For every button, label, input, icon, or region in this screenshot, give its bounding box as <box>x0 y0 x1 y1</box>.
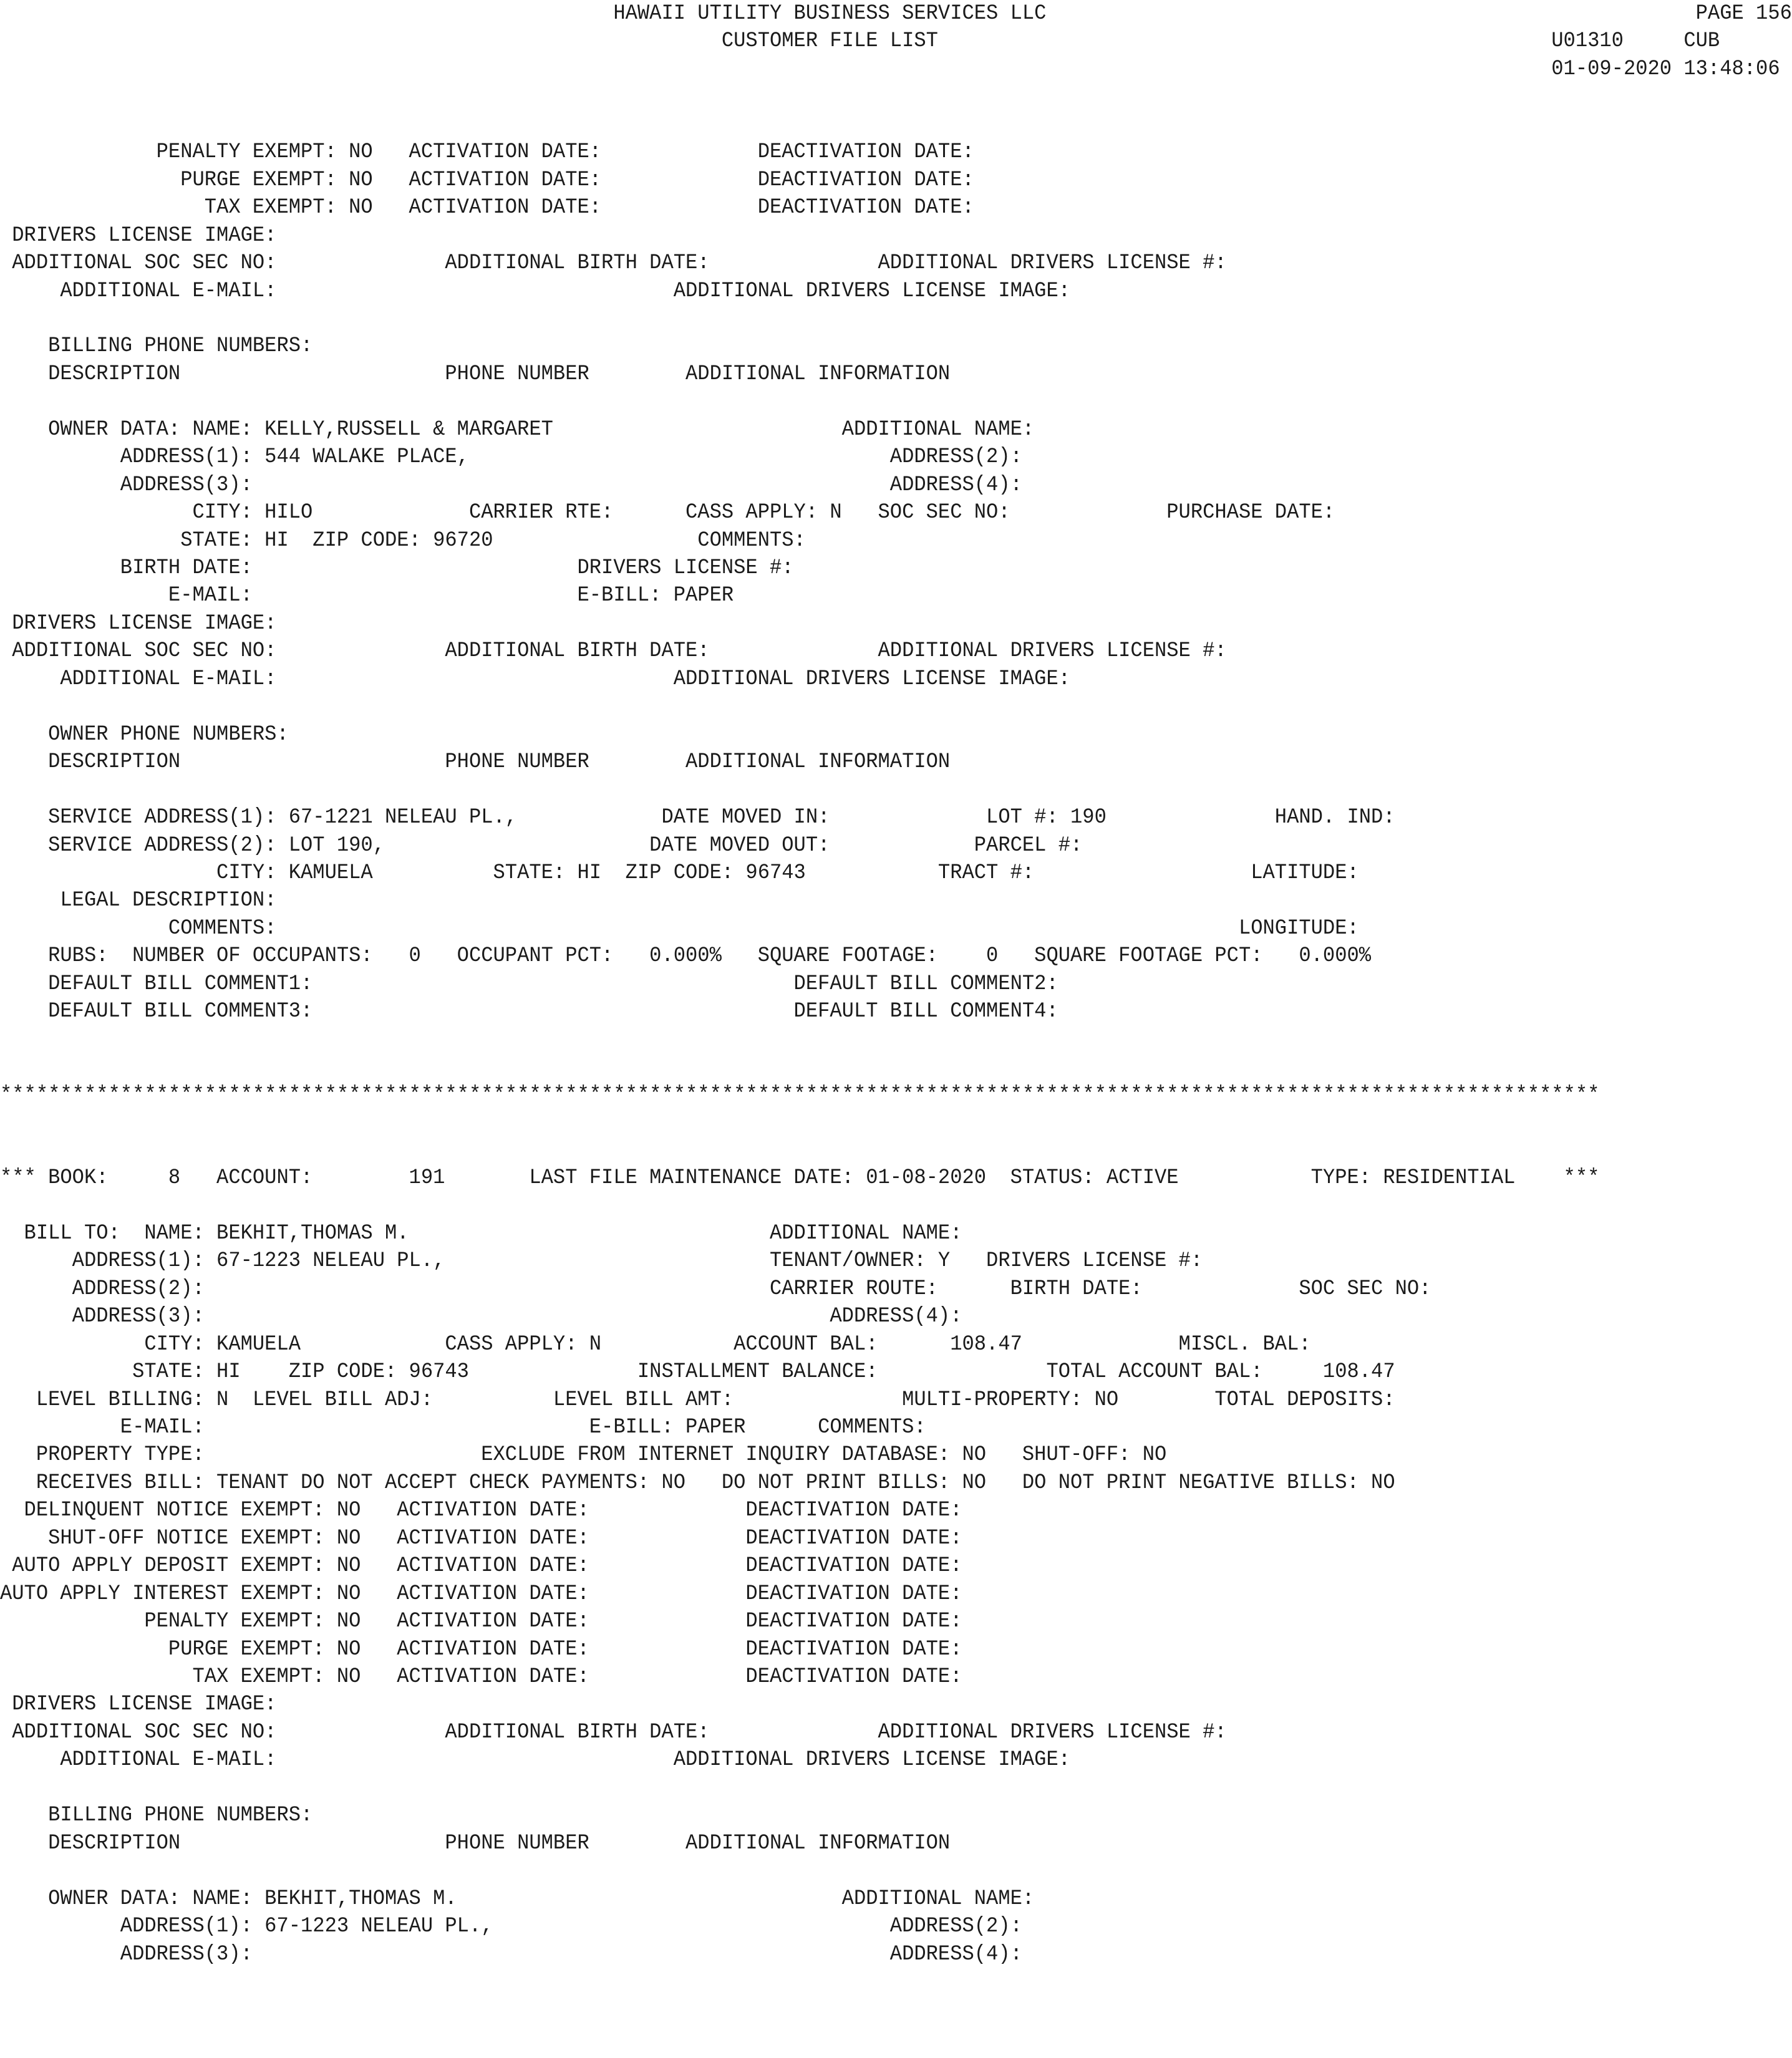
report-line: TAX EXEMPT: NO ACTIVATION DATE: DEACTIVATION DATE: <box>0 196 974 220</box>
report-line: DRIVERS LICENSE IMAGE: <box>0 1693 277 1717</box>
report-line: CITY: KAMUELA CASS APPLY: N ACCOUNT BAL: 108.47 MISCL. BAL: <box>0 1332 1311 1356</box>
report-line: OWNER DATA: NAME: KELLY,RUSSELL & MARGARET ADDITIONAL NAME: <box>0 417 1035 442</box>
report-line: *** BOOK: 8 ACCOUNT: 191 LAST FILE MAINTENANCE DATE: 01-08-2020 STATUS: ACTIVE TYPE: RESIDENTIAL *** <box>0 1166 1600 1190</box>
report-line: LEVEL BILLING: N LEVEL BILL ADJ: LEVEL BILL AMT: MULTI-PROPERTY: NO TOTAL DEPOSITS: <box>0 1388 1395 1412</box>
report-line: ADDRESS(3): ADDRESS(4): <box>0 1942 1022 1966</box>
report-line: COMMENTS: LONGITUDE: <box>0 916 1359 940</box>
report-line: CITY: KAMUELA STATE: HI ZIP CODE: 96743 TRACT #: LATITUDE: <box>0 861 1359 885</box>
report-line: DRIVERS LICENSE IMAGE: <box>0 611 277 635</box>
report-line: ADDRESS(2): CARRIER ROUTE: BIRTH DATE: SOC SEC NO: <box>0 1277 1431 1301</box>
report-line: ADDITIONAL E-MAIL: ADDITIONAL DRIVERS LICENSE IMAGE: <box>0 1748 1071 1772</box>
report-line: ADDITIONAL SOC SEC NO: ADDITIONAL BIRTH DATE: ADDITIONAL DRIVERS LICENSE #: <box>0 251 1227 276</box>
report-line: AUTO APPLY INTEREST EXEMPT: NO ACTIVATION DATE: DEACTIVATION DATE: <box>0 1582 962 1606</box>
report-line: ADDITIONAL E-MAIL: ADDITIONAL DRIVERS LICENSE IMAGE: <box>0 279 1071 303</box>
report-line: PROPERTY TYPE: EXCLUDE FROM INTERNET INQUIRY DATABASE: NO SHUT-OFF: NO <box>0 1443 1167 1467</box>
report-line: E-MAIL: E-BILL: PAPER <box>0 584 734 608</box>
report-line: STATE: HI ZIP CODE: 96743 INSTALLMENT BALANCE: TOTAL ACCOUNT BAL: 108.47 <box>0 1360 1395 1384</box>
report-line: SERVICE ADDRESS(1): 67-1221 NELEAU PL., DATE MOVED IN: LOT #: 190 HAND. IND: <box>0 806 1395 830</box>
report-line: PENALTY EXEMPT: NO ACTIVATION DATE: DEACTIVATION DATE: <box>0 1610 962 1634</box>
report-line: ADDITIONAL SOC SEC NO: ADDITIONAL BIRTH DATE: ADDITIONAL DRIVERS LICENSE #: <box>0 639 1227 664</box>
report-line: CUSTOMER FILE LIST U01310 CUB <box>0 29 1720 54</box>
report-line: ADDRESS(3): ADDRESS(4): <box>0 473 1022 497</box>
report-line: 01-09-2020 13:48:06 <box>0 57 1780 81</box>
report-line: ************************************************************************************************************************************* <box>0 1083 1600 1107</box>
report-line: ADDITIONAL SOC SEC NO: ADDITIONAL BIRTH DATE: ADDITIONAL DRIVERS LICENSE #: <box>0 1720 1227 1744</box>
report-line: BILLING PHONE NUMBERS: <box>0 1804 313 1828</box>
report-line: SHUT-OFF NOTICE EXEMPT: NO ACTIVATION DATE: DEACTIVATION DATE: <box>0 1526 962 1550</box>
report-line: DESCRIPTION PHONE NUMBER ADDITIONAL INFORMATION <box>0 750 951 775</box>
report-line: PURGE EXEMPT: NO ACTIVATION DATE: DEACTIVATION DATE: <box>0 1637 962 1661</box>
report-line: STATE: HI ZIP CODE: 96720 COMMENTS: <box>0 528 806 553</box>
report-line: DEFAULT BILL COMMENT3: DEFAULT BILL COMMENT4: <box>0 1000 1058 1024</box>
report-line: ADDRESS(1): 544 WALAKE PLACE, ADDRESS(2): <box>0 445 1022 470</box>
report-line: E-MAIL: E-BILL: PAPER COMMENTS: <box>0 1415 926 1439</box>
report-line: TAX EXEMPT: NO ACTIVATION DATE: DEACTIVATION DATE: <box>0 1665 962 1689</box>
report-line: DESCRIPTION PHONE NUMBER ADDITIONAL INFORMATION <box>0 362 951 386</box>
report-line: DEFAULT BILL COMMENT1: DEFAULT BILL COMMENT2: <box>0 972 1058 996</box>
report-line: RUBS: NUMBER OF OCCUPANTS: 0 OCCUPANT PCT: 0.000% SQUARE FOOTAGE: 0 SQUARE FOOTAGE PCT: 0.000% <box>0 944 1372 969</box>
report-line: CITY: HILO CARRIER RTE: CASS APPLY: N SOC SEC NO: PURCHASE DATE: <box>0 501 1335 525</box>
report-line: ADDITIONAL E-MAIL: ADDITIONAL DRIVERS LICENSE IMAGE: <box>0 667 1071 691</box>
report-line: BIRTH DATE: DRIVERS LICENSE #: <box>0 556 794 580</box>
report-line: DESCRIPTION PHONE NUMBER ADDITIONAL INFORMATION <box>0 1831 951 1855</box>
report-line: ADDRESS(1): 67-1223 NELEAU PL., ADDRESS(2): <box>0 1915 1022 1939</box>
report-line: HAWAII UTILITY BUSINESS SERVICES LLC PAGE 156 <box>0 2 1792 26</box>
report-line: BILLING PHONE NUMBERS: <box>0 334 313 359</box>
report-line: BILL TO: NAME: BEKHIT,THOMAS M. ADDITIONAL NAME: <box>0 1221 962 1245</box>
report-line: SERVICE ADDRESS(2): LOT 190, DATE MOVED OUT: PARCEL #: <box>0 833 1083 858</box>
report-line: PURGE EXEMPT: NO ACTIVATION DATE: DEACTIVATION DATE: <box>0 168 974 192</box>
report-line: ADDRESS(3): ADDRESS(4): <box>0 1305 962 1329</box>
report-line: PENALTY EXEMPT: NO ACTIVATION DATE: DEACTIVATION DATE: <box>0 140 974 165</box>
report-line: OWNER DATA: NAME: BEKHIT,THOMAS M. ADDITIONAL NAME: <box>0 1886 1035 1911</box>
report-line: OWNER PHONE NUMBERS: <box>0 722 289 746</box>
report-line: LEGAL DESCRIPTION: <box>0 889 277 913</box>
report-line: DRIVERS LICENSE IMAGE: <box>0 223 277 248</box>
report-line: RECEIVES BILL: TENANT DO NOT ACCEPT CHECK PAYMENTS: NO DO NOT PRINT BILLS: NO DO NOT PRINT NEGATIVE BILLS: NO <box>0 1471 1395 1495</box>
report-line: ADDRESS(1): 67-1223 NELEAU PL., TENANT/OWNER: Y DRIVERS LICENSE #: <box>0 1249 1203 1273</box>
report-line: AUTO APPLY DEPOSIT EXEMPT: NO ACTIVATION DATE: DEACTIVATION DATE: <box>0 1554 962 1578</box>
report-line: DELINQUENT NOTICE EXEMPT: NO ACTIVATION DATE: DEACTIVATION DATE: <box>0 1499 962 1523</box>
